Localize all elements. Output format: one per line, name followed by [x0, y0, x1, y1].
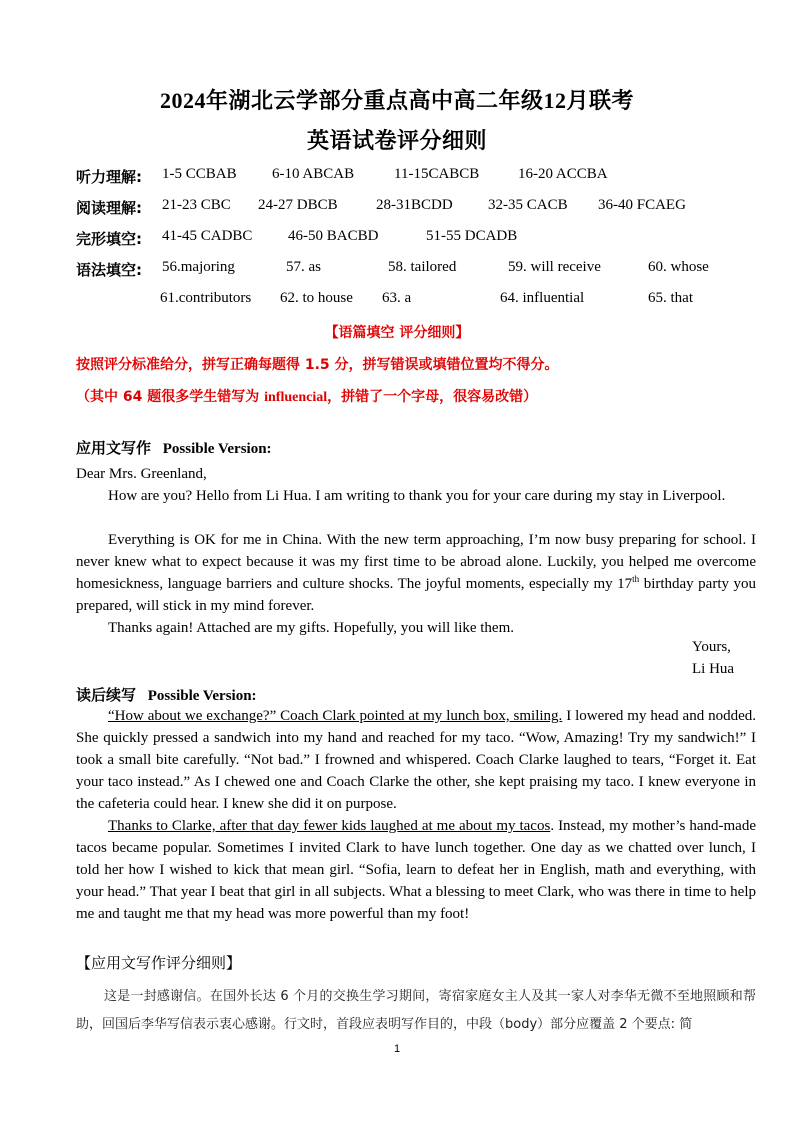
listening-label: 听力理解:	[76, 168, 142, 186]
continuation-paragraph-2	[76, 815, 756, 925]
writing-heading	[76, 437, 272, 458]
writing-rules-text: 这是一封感谢信。在国外长达 6 个月的交换生学习期间，寄宿家庭女主人及其一家人对李华无微不至地照顾和帮助，回国后李华写信表示衷心感谢。行文时，首段应表明写作目的，中段（body）部分应覆盖 2 个要点: 简	[76, 989, 756, 1032]
grammar-label: 语法填空:	[76, 261, 142, 279]
answer-item: 1-5 CCBAB	[162, 166, 237, 182]
continuation-p2-first-sentence: Thanks to Clarke, after that day fewer kids laughed at me about my tacos	[108, 818, 551, 834]
answer-item: 32-35 CACB	[488, 197, 568, 213]
letter-p2-text-b: birthday party you prepared, will stick in my mind forever.	[76, 576, 756, 614]
grammar-rules-heading: 【语篇填空 评分细则】	[324, 325, 470, 341]
exam-subtitle: 英语试卷评分细则	[306, 128, 487, 153]
grammar-rule-2-post: ，拼错了一个字母，很容易改错）	[327, 389, 538, 405]
answer-item: 41-45 CADBC	[162, 228, 253, 244]
answer-item: 24-27 DBCB	[258, 197, 338, 213]
continuation-p1-text: I lowered my head and nodded. She quickly pressed a sandwich into my hand and reached for my taco. “Wow, Amazing! Try my sandwich!” I took a small bite carefully. “Not bad.” I frowned and whispered. Coach Clarke laughed to tears, “Forget it. Eat your taco instead.” As I chewed one and Coach Clarke the other, she kept praising my taco. I knew everyone in the cafeteria could hear. I knew she did it on purpose.	[76, 708, 756, 812]
answer-item: 21-23 CBC	[162, 197, 231, 213]
grammar-rule-1: 按照评分标准给分，拼写正确每题得 1.5 分，拼写错误或填错位置均不得分。	[76, 357, 559, 373]
answer-item: 16-20 ACCBA	[518, 166, 608, 182]
answer-item: 51-55 DCADB	[426, 228, 518, 244]
answer-item: 60. whose	[648, 259, 709, 275]
grammar-rule-2	[76, 386, 537, 406]
answer-item: 62. to house	[280, 290, 353, 306]
writing-rules-heading: 【应用文写作评分细则】	[76, 954, 242, 972]
writing-heading-en: Possible Version:	[162, 441, 272, 457]
cloze-label: 完形填空:	[76, 230, 142, 248]
letter-salutation: Dear Mrs. Greenland,	[76, 466, 207, 482]
writing-heading-zh: 应用文写作	[76, 439, 152, 457]
exam-title: 2024年湖北云学部分重点高中高二年级12月联考	[159, 88, 634, 113]
answer-item: 6-10 ABCAB	[272, 166, 355, 182]
answer-item: 28-31BCDD	[376, 197, 453, 213]
grammar-rule-2-pre: （其中 64 题很多学生错写为	[76, 389, 265, 405]
letter-signature: Li Hua	[692, 661, 735, 677]
answer-item: 11-15CABCB	[394, 166, 480, 182]
letter-paragraph-1: How are you? Hello from Li Hua. I am writing to thank you for your care during my stay in Liverpool.	[108, 488, 726, 504]
answer-item: 56.majoring	[162, 259, 235, 275]
answer-item: 57. as	[286, 259, 321, 275]
letter-p2-sup: th	[632, 574, 640, 584]
answer-item: 65. that	[648, 290, 693, 306]
continuation-heading-en: Possible Version:	[147, 688, 257, 704]
letter-closing: Yours,	[692, 639, 731, 655]
continuation-paragraph-1	[76, 705, 756, 815]
answer-item: 59. will receive	[508, 259, 601, 275]
continuation-p2-text: . Instead, my mother’s hand-made tacos became popular. Sometimes I invited Clark to have lunch together. One day as we chatted over lunch, I told her how I wished to kick that mean girl. “Sofia, learn to defeat her in English, math and everything, with your head.” That year I beat that girl in all subjects. What a blessing to meet Clark, who was there in time to help me and taught me that my head was more powerful than my foot!	[76, 818, 756, 922]
answer-item: 63. a	[382, 290, 412, 306]
answer-item: 58. tailored	[388, 259, 457, 275]
continuation-heading-zh: 读后续写	[76, 686, 137, 704]
page-number: 1	[393, 1043, 401, 1055]
letter-p2-text-a: Everything is OK for me in China. With the new term approaching, I’m now busy preparing for school. I never knew what to expect because it was my first time to be abroad alone. Luckily, you helped me overcome homesickness, language barriers and culture shocks. The joyful moments, especially my 17	[76, 532, 756, 592]
continuation-heading	[76, 684, 257, 705]
answer-item: 36-40 FCAEG	[598, 197, 686, 213]
answer-item: 61.contributors	[160, 290, 252, 306]
answer-item: 46-50 BACBD	[288, 228, 379, 244]
letter-paragraph-3: Thanks again! Attached are my gifts. Hopefully, you will like them.	[108, 620, 515, 636]
reading-label: 阅读理解:	[76, 199, 142, 217]
answer-item: 64. influential	[500, 290, 585, 306]
letter-paragraph-2	[76, 529, 756, 617]
grammar-rule-2-word: influencial	[264, 390, 328, 405]
continuation-p1-first-sentence: “How about we exchange?” Coach Clark pointed at my lunch box, smiling.	[108, 708, 563, 724]
